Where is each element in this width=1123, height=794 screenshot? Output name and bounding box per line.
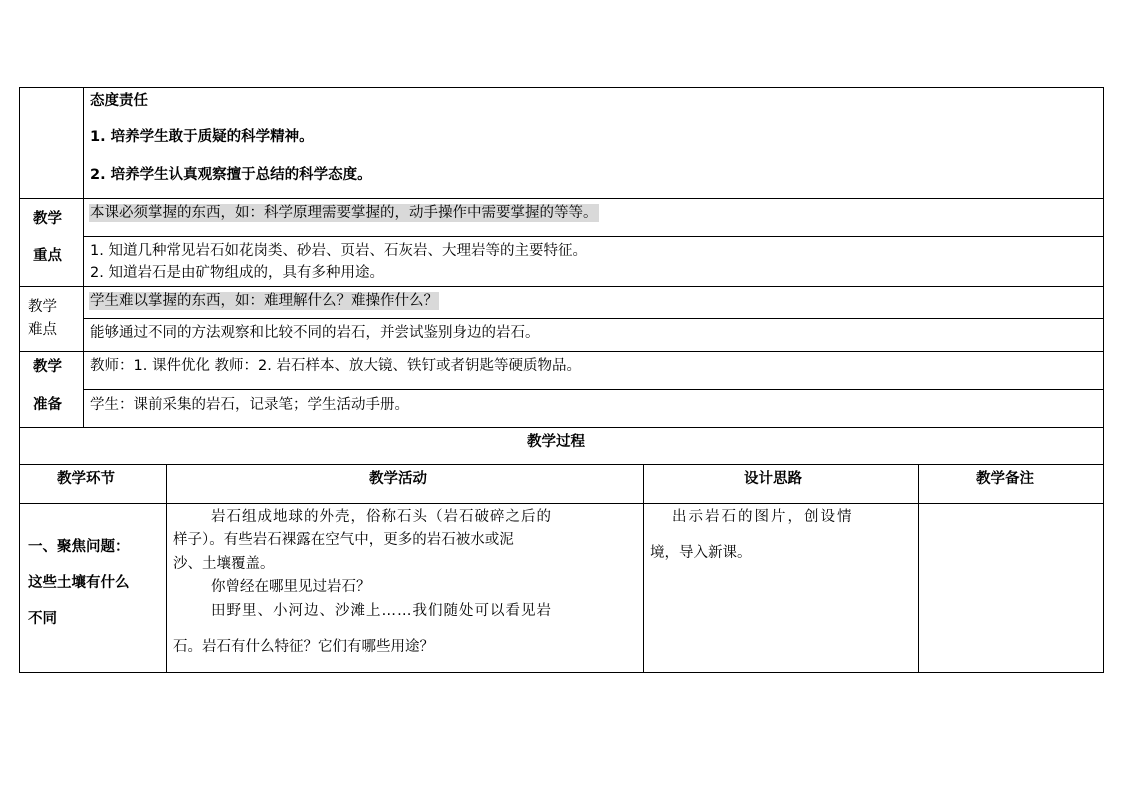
design-line-1: 出示岩石的图片，创设情 [672,509,854,525]
table-top-border [19,87,1104,88]
activity-line-2: 样子）。有些岩石裸露在空气中，更多的岩石被水或泥 [173,532,514,548]
row-divider [19,464,1104,465]
difficulties-hint: 学生难以掌握的东西，如：难理解什么？难操作什么？ [90,293,438,309]
preparation-teacher: 教师：1. 课件优化 教师：2. 岩石样本、放大镜、铁钉或者钥匙等硬质物品。 [90,358,581,374]
key-points-hint: 本课必须掌握的东西，如：科学原理需要掌握的，动手操作中需要掌握的等等。 [90,205,598,221]
attitude-heading: 态度责任 [90,93,148,109]
label-column-divider [83,87,84,427]
preparation-label-line2: 准备 [33,397,62,413]
process-column-divider [166,464,167,673]
activity-line-3: 沙、土壤覆盖。 [173,556,275,572]
stage-line-1: 一、聚焦问题： [28,539,130,555]
row-divider [19,427,1104,428]
activity-line-5: 田野里、小河边、沙滩上……我们随处可以看见岩 [211,603,552,619]
key-points-label-line2: 重点 [33,248,62,264]
sub-row-divider [83,236,1104,237]
header-design: 设计思路 [744,471,802,487]
stage-line-3: 不同 [28,611,57,627]
preparation-label-line1: 教学 [33,359,62,375]
table-bottom-border [19,672,1104,673]
difficulties-content: 能够通过不同的方法观察和比较不同的岩石，并尝试鉴别身边的岩石。 [90,325,540,341]
preparation-student: 学生：课前采集的岩石，记录笔；学生活动手册。 [90,397,409,413]
row-divider [19,351,1104,352]
design-line-2: 境，导入新课。 [650,545,752,561]
key-points-label-line1: 教学 [33,211,62,227]
row-divider [19,198,1104,199]
attitude-item-1: 1. 培养学生敢于质疑的科学精神。 [90,129,314,145]
table-left-border [19,87,20,673]
process-title: 教学过程 [527,434,585,450]
key-points-item-1: 1. 知道几种常见岩石如花岗类、砂岩、页岩、石灰岩、大理岩等的主要特征。 [90,243,587,259]
sub-row-divider [83,389,1104,390]
header-stage: 教学环节 [57,471,115,487]
key-points-item-2: 2. 知道岩石是由矿物组成的，具有多种用途。 [90,265,384,281]
table-right-border [1103,87,1104,673]
attitude-item-2: 2. 培养学生认真观察擅于总结的科学态度。 [90,167,372,183]
activity-line-4: 你曾经在哪里见过岩石？ [211,579,371,595]
difficulties-label-line2: 难点 [28,322,57,338]
row-divider [19,286,1104,287]
sub-row-divider [83,318,1104,319]
activity-line-6: 石。岩石有什么特征？它们有哪些用途？ [173,639,434,655]
process-column-divider [643,464,644,673]
header-activity: 教学活动 [369,471,427,487]
activity-line-1: 岩石组成地球的外壳，俗称石头（岩石破碎之后的 [211,509,552,525]
difficulties-label-line1: 教学 [28,299,57,315]
stage-line-2: 这些土壤有什么 [28,575,130,591]
process-column-divider [918,464,919,673]
row-divider [19,503,1104,504]
header-notes: 教学备注 [976,471,1034,487]
